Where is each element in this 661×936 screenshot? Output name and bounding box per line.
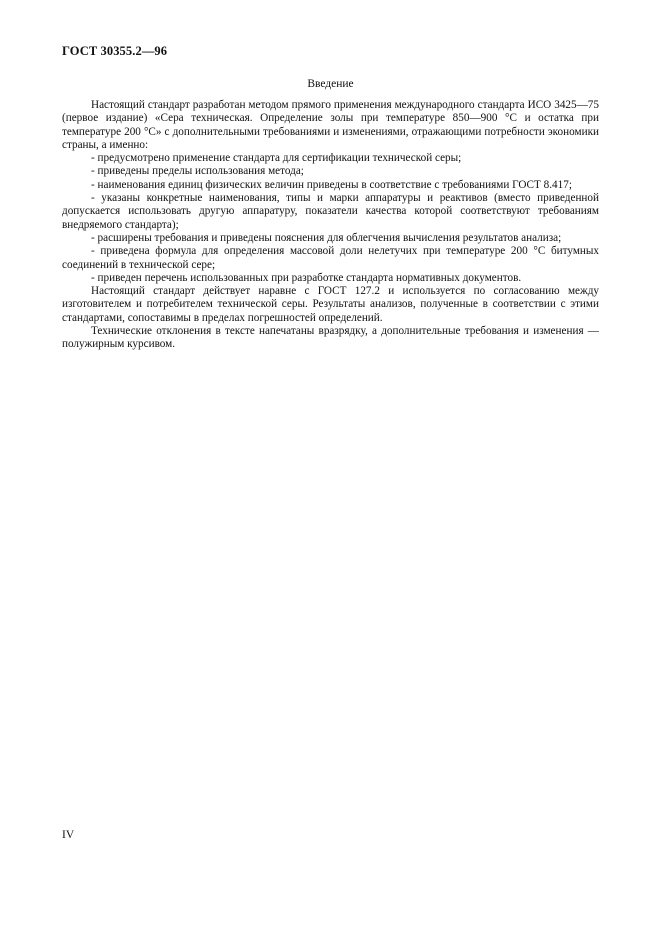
list-item-limits: - приведены пределы использования метода; bbox=[91, 165, 304, 178]
standard-code-header: ГОСТ 30355.2—96 bbox=[62, 44, 168, 58]
section-title: Введение bbox=[307, 78, 354, 90]
page-number: IV bbox=[62, 829, 75, 841]
list-item-apparatus: - указаны конкретные наименования, типы и марки аппаратуры и реактивов (вместо приведенной допускается использовать другую аппаратуру, показатели качества которой соответствуют требованиям внедряемого стандарта); bbox=[62, 192, 599, 231]
paragraph-typography-note: Технические отклонения в тексте напечатаны вразрядку, а дополнительные требования и изменения — полужирным курсивом. bbox=[62, 325, 599, 351]
list-item-certification: - предусмотрено применение стандарта для сертификации технической серы; bbox=[91, 152, 462, 165]
introduction-body bbox=[62, 99, 599, 352]
list-item-requirements: - расширены требования и приведены пояснения для облегчения вычисления результатов анализа; bbox=[91, 231, 562, 244]
paragraph-intro: Настоящий стандарт разработан методом прямого применения международного стандарта ИСО 3425—75 (первое издание) «Сера техническая. Определение золы при температуре 850—900 °С и остатка при температуре 200 °С» с дополнительными требованиями и изменениями, отражающими потребности экономики страны, а именно: bbox=[62, 99, 599, 151]
list-item-units: - наименования единиц физических величин приведены в соответствие с требованиями ГОСТ 8.417; bbox=[91, 178, 572, 191]
list-item-formula: - приведена формула для определения массовой доли нелетучих при температуре 200 °С битумных соединений в технической сере; bbox=[62, 245, 599, 271]
paragraph-applicability: Настоящий стандарт действует наравне с ГОСТ 127.2 и используется по согласованию между изготовителем и потребителем технической серы. Результаты анализов, полученные в соответствии с этими стандартами, сопоставимы в пределах погрешностей определений. bbox=[62, 285, 599, 324]
list-item-references: - приведен перечень использованных при разработке стандарта нормативных документов. bbox=[91, 271, 522, 284]
